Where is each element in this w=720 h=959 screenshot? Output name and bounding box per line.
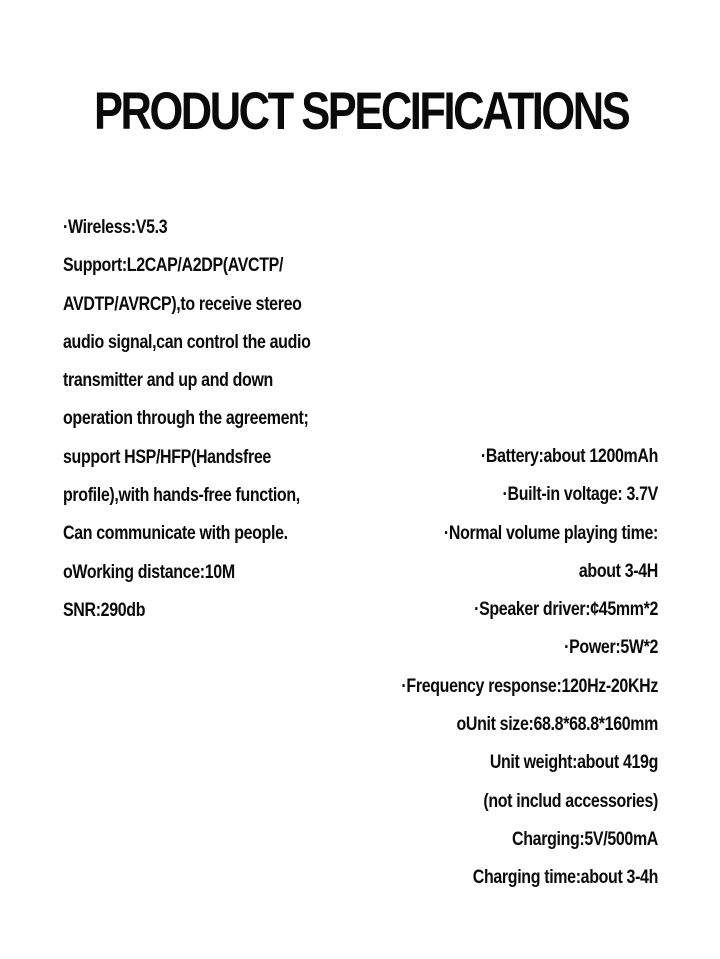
page-title: PRODUCT SPECIFICATIONS [94,82,629,141]
spec-built-in-voltage: ·Built-in voltage: 3.7V [502,484,658,506]
spec-playing-time-line-1: ·Normal volume playing time: [443,522,658,544]
spec-support-protocols-line-4: transmitter and up and down [63,370,273,392]
spec-wireless-version: ·Wireless:V5.3 [63,217,168,238]
spec-unit-weight-line-1: Unit weight:about 419g [489,752,658,774]
spec-support-protocols-line-2: AVDTP/AVRCP),to receive stereo [63,293,302,315]
spec-frequency-response: ·Frequency response:120Hz-20KHz [401,675,658,697]
spec-handsfree-line-1: support HSP/HFP(Handsfree [63,446,271,468]
spec-charging: Charging:5V/500mA [512,828,658,850]
spec-working-distance: oWorking distance:10M [63,561,235,583]
spec-power: ·Power:5W*2 [564,637,658,659]
spec-battery: ·Battery:about 1200mAh [480,446,658,467]
spec-support-protocols-line-1: Support:L2CAP/A2DP(AVCTP/ [63,255,284,277]
spec-support-protocols-line-5: operation through the agreement; [63,408,309,430]
spec-snr: SNR:290db [63,599,146,621]
spec-handsfree-line-3: Can communicate with people. [63,523,288,545]
spec-handsfree-line-2: profile),with hands-free function, [63,485,300,507]
spec-playing-time-line-2: about 3-4H [578,560,658,582]
spec-list-right [298,438,658,898]
spec-unit-weight-line-2: (not includ accessories) [483,790,658,812]
spec-unit-size: oUnit size:68.8*68.8*160mm [456,714,658,736]
spec-charging-time: Charging time:about 3-4h [472,867,658,889]
spec-speaker-driver: ·Speaker driver:¢45mm*2 [474,599,658,621]
spec-support-protocols-line-3: audio signal,can control the audio [63,331,311,353]
